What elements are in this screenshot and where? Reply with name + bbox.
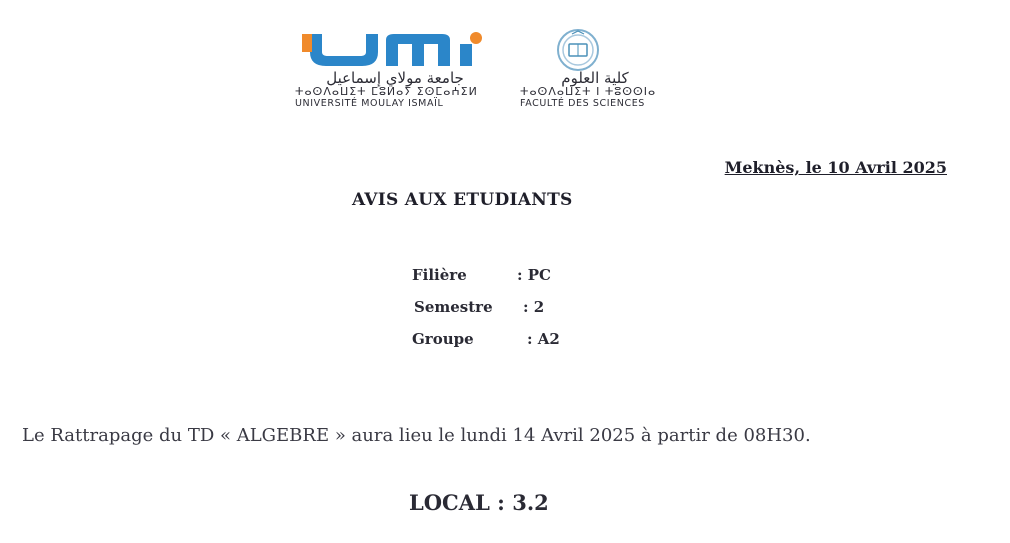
info-value: : 2 — [523, 298, 545, 316]
date-line: Meknès, le 10 Avril 2025 — [724, 158, 947, 177]
info-value: : A2 — [527, 330, 560, 348]
info-value: : PC — [517, 266, 551, 284]
info-label: Groupe — [412, 330, 474, 348]
umi-logo-icon — [300, 30, 490, 70]
notice-title: AVIS AUX ETUDIANTS — [352, 190, 573, 210]
info-label: Filière — [412, 266, 467, 284]
umi-latin-name: UNIVERSITÉ MOULAY ISMAÏL — [295, 98, 444, 109]
faculty-emblem-icon — [556, 28, 600, 72]
faculty-latin-name: FACULTÉ DES SCIENCES — [520, 98, 645, 109]
faculty-tifinagh-name: ⵜⴰⵙⴷⴰⵡⵉⵜ ⵏ ⵜⵓⵙⵙⵏⴰ — [520, 85, 657, 98]
info-label: Semestre — [414, 298, 493, 316]
faculty-arabic-name: كلية العلوم — [561, 69, 629, 87]
room-local: LOCAL : 3.2 — [409, 490, 549, 515]
umi-arabic-name: جامعة مولاي إسماعيل — [326, 69, 464, 87]
announcement-text: Le Rattrapage du TD « ALGEBRE » aura lieu le lundi 14 Avril 2025 à partir de 08H30. — [22, 425, 811, 446]
umi-tifinagh-name: ⵜⴰⵙⴷⴰⵡⵉⵜ ⵎⵓⵍⴰⵢ ⵉⵙⵎⴰⵄⵉⵍ — [295, 85, 478, 98]
